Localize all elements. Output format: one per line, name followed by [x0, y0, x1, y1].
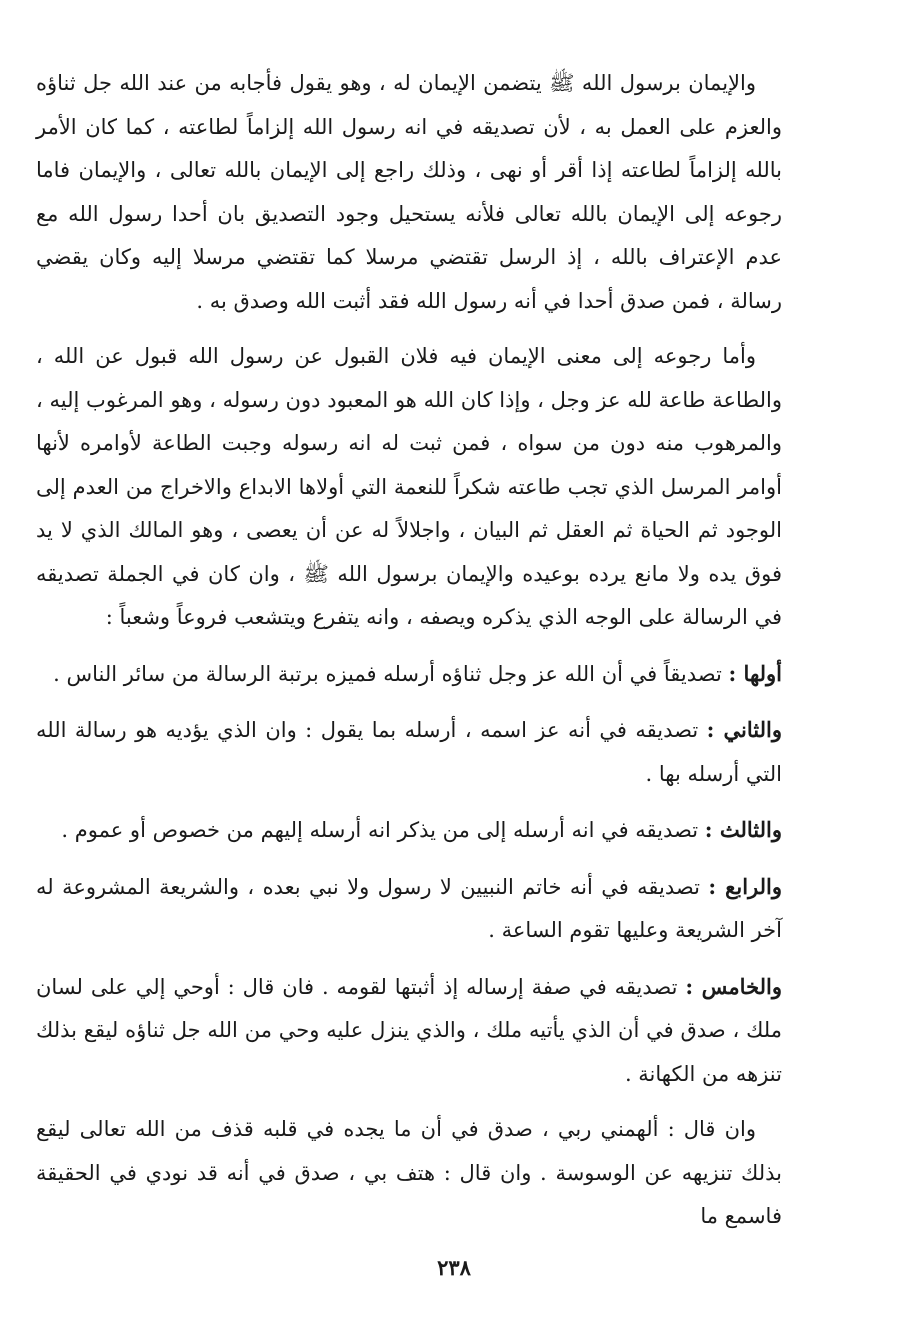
list-item-text: تصديقه في أنه خاتم النبيين لا رسول ولا نبي بعده ، والشريعة المشروعة له آخر الشريعة وعليها تقوم الساعة .	[36, 874, 782, 942]
list-item-lead: والرابع :	[708, 873, 782, 899]
list-item-text: تصديقه في أنه عز اسمه ، أرسله بما يقول : وان الذي يؤديه هو رسالة الله التي أرسله بها .	[36, 718, 782, 786]
list-item	[36, 965, 782, 1097]
list-item-text: تصديقه في انه أرسله إلى من يذكر انه أرسله إليهم من خصوص أو عموم .	[61, 818, 699, 842]
paragraph-text: وان قال : ألهمني ربي ، صدق في أن ما يجده في قلبه قذف من الله تعالى ليقع بذلك تنزيهه عن الوسوسة . وان قال : هتف بي ، صدق في أنه قد نودي في الحقيقة فاسمع ما	[36, 1117, 782, 1228]
list-item-lead: والخامس :	[685, 973, 782, 999]
body-text	[36, 62, 782, 1239]
page-number: ٢٣٨	[437, 1255, 471, 1280]
list-item	[36, 865, 782, 953]
list-item	[36, 652, 782, 697]
list-item-text: تصديقه في صفة إرساله إذ أثبتها لقومه . فان قال : أوحي إلي على لسان ملك ، صدق في أن الذي يأتيه ملك ، والذي ينزل عليه وحي من الله جل ثناؤه ليقع بذلك تنزهه من الكهانة .	[36, 974, 782, 1086]
list-item-lead: أولها :	[728, 660, 782, 686]
paragraph	[36, 335, 782, 640]
list-item-lead: والثاني :	[706, 717, 782, 742]
list-item-lead: والثالث :	[704, 817, 782, 842]
list-item-text: تصديقاً في أن الله عز وجل ثناؤه أرسله فميزه برتبة الرسالة من سائر الناس .	[53, 661, 722, 686]
paragraph	[36, 1108, 782, 1239]
list-item	[36, 808, 782, 853]
paragraph-text: والإيمان برسول الله ﷺ يتضمن الإيمان له ، وهو يقول فأجابه من عند الله جل ثناؤه والعزم على العمل به ، لأن تصديقه في انه رسول الله إلزاماً لطاعته ، كما كان الأمر بالله إلزاماً لطاعته إذا أقر أو نهى ، وذلك راجع إلى الإيمان بالله تعالى ، والإيمان فاما رجوعه إلى الإيمان بالله تعالى فلأنه يستحيل وجود التصديق بان أحدا رسول الله مع عدم الإعتراف بالله ، إذ الرسل تقتضي مرسلا كما تقتضي مرسلا إليه وكان يقضي رسالة ، فمن صدق أحدا في أنه رسول الله فقد أثبت الله وصدق به .	[36, 71, 782, 313]
paragraph-text: وأما رجوعه إلى معنى الإيمان فيه فلان القبول عن رسول الله قبول عن الله ، والطاعة طاعة لله عز وجل ، وإذا كان الله هو المعبود دون رسوله ، وهو المرغوب إليه ، والمرهوب منه دون من سواه ، فمن ثبت له انه رسوله وجبت الطاعة لأوامره لأنها أوامر المرسل الذي تجب طاعته شكراً للنعمة التي أولاها الابداع والاخراج من العدم إلى الوجود ثم الحياة ثم العقل ثم البيان ، واجلالاً له عن أن يعصى ، وهو المالك الذي لا يد فوق يده ولا مانع يرده بوعيده والإيمان برسول الله ﷺ ، وان كان في الجملة تصديقه في الرسالة على الوجه الذي يذكره ويصفه ، وانه يتفرع ويتشعب فروعاً وشعباً :	[36, 344, 782, 629]
paragraph	[36, 62, 782, 323]
list-item	[36, 708, 782, 796]
